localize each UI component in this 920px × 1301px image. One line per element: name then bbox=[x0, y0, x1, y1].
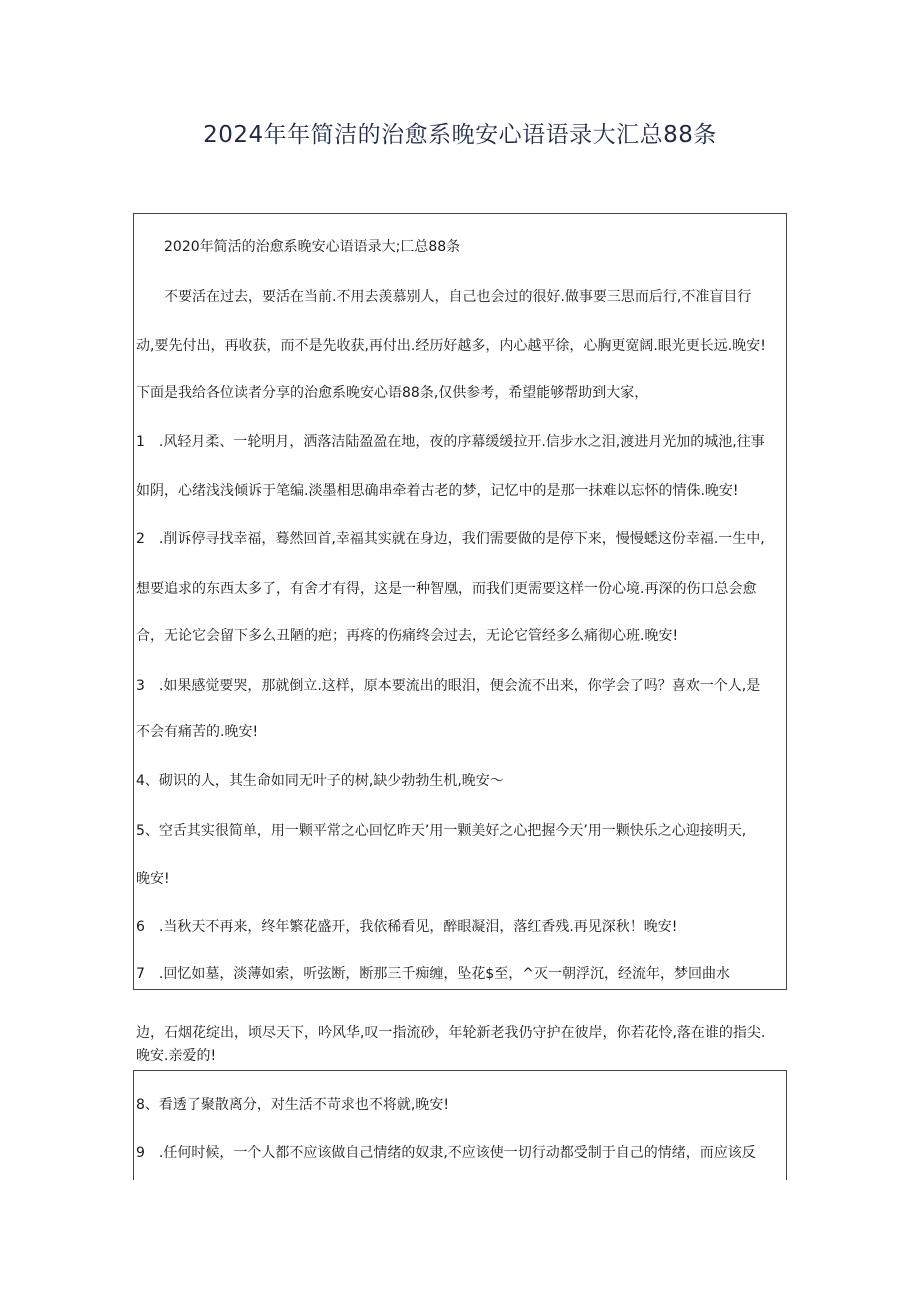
body-line: 边，石烟花绽出，顷尽天下，吟风华,叹一指流砂，年轮新老我仍守护在彼岸，你若花怜,落在谁的指尖. bbox=[136, 1025, 766, 1041]
body-line: 4、砌识的人，其生命如同无叶子的树,缺少勃勃生机,晚安〜 bbox=[136, 773, 504, 789]
text-frame-2 bbox=[133, 1070, 787, 1180]
body-line: 如阴，心绪浅浅倾诉于笔编.淡墨相思确串牵着古老的梦，记忆中的是那一抹难以忘怀的情侏.晚安! bbox=[136, 483, 739, 499]
body-line: 5、空舌其实很简单，用一颗平常之心回忆昨天’用一颗美好之心把握今天’用一颗快乐之心迎接明天, bbox=[136, 823, 747, 839]
document-title: 2024年年简洁的治愈系晚安心语语录大汇总88条 bbox=[203, 122, 717, 148]
body-line: 9 .任何时候，一个人都不应该做自己情绪的奴隶,不应该使一切行动都受制于自己的情绪，而应该反 bbox=[136, 1145, 756, 1161]
body-line: 6 .当秋天不再来，终年繁花盛开，我依稀看见，醉眼凝泪，落红香残.再见深秋！晚安! bbox=[136, 919, 678, 935]
body-line: 想要追求的东西太多了，有舍才有得，这是一种智凰，而我们更需要这样一份心境.再深的伤口总会愈 bbox=[136, 581, 757, 597]
body-line: 1 .风轻月柔、一轮明月，洒落洁陆盈盈在地，夜的序幕缓缓拉开.信步水之泪,渡进月光加的城池,往事 bbox=[136, 434, 765, 450]
body-line: 3 .如果感觉要哭，那就倒立.这样，原本要流出的眼泪，便会流不出来，你学会了吗？喜欢一个人,是 bbox=[136, 678, 761, 694]
body-line: 合，无论它会留下多么丑陋的疤；再疼的伤痛终会过去，无论它管经多么痛彻心班.晚安! bbox=[136, 628, 679, 644]
body-line: 晚安! bbox=[136, 871, 170, 887]
body-line: 2 .削诉停寻找幸福，蓦然回首,幸福其实就在身边，我们需要做的是停下来，慢慢蟋这份幸福.一生中, bbox=[136, 531, 765, 547]
body-line: 下面是我给各位读者分享的治愈系晚安心语88条,仅供参考，希望能够帮助到大家， bbox=[136, 385, 649, 401]
body-line: 动,要先付出，再收获，而不是先收获,再付出.经历好越多，内心越平徐，心胸更宽阔.眼光更长远.晚安! bbox=[136, 338, 766, 354]
body-line: 2020年简活的治愈系晚安心语语录大;匚总88条 bbox=[136, 239, 461, 255]
body-line: 7 .回忆如墓，淡薄如索，听弦断，断那三千痴缠，坠花$至，^灭一朝浮沉，经流年，梦回曲水 bbox=[136, 966, 730, 982]
body-line: 8、看透了聚散离分，对生活不苛求也不将就,晚安! bbox=[136, 1097, 449, 1113]
body-line: 晚安.亲爱的! bbox=[136, 1048, 217, 1064]
body-line: 不会有痛苦的.晚安! bbox=[136, 724, 259, 740]
body-line: 不要活在过去，要活在当前.不用去羡慕别人，自己也会过的很好.做事要三思而后行,不准盲目行 bbox=[136, 289, 752, 305]
